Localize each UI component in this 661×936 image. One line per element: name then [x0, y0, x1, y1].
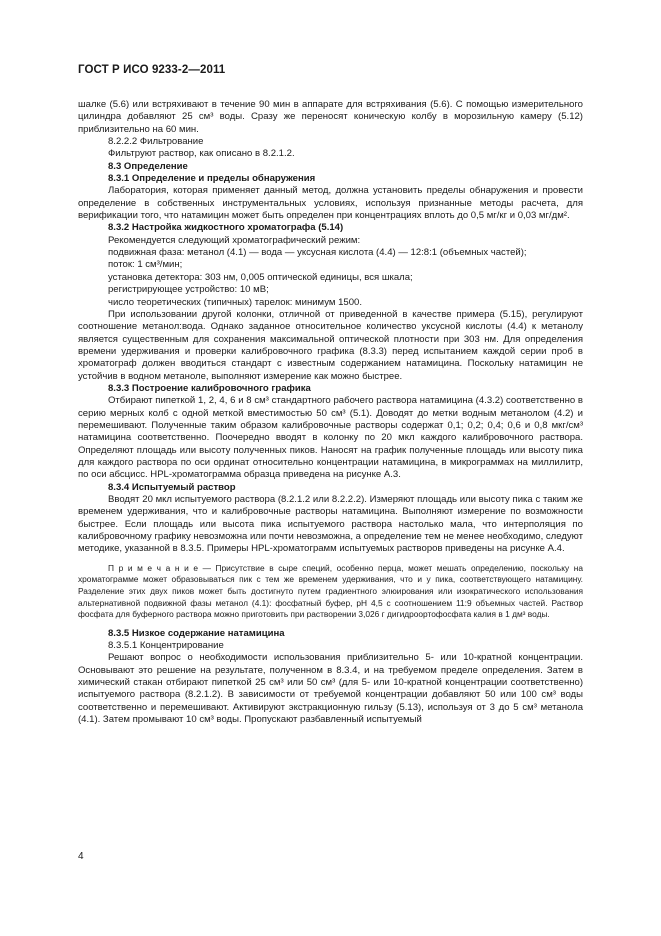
section-heading-8-3-4: 8.3.4 Испытуемый раствор — [108, 481, 236, 493]
paragraph: Фильтруют раствор, как описано в 8.2.1.2. — [108, 148, 295, 160]
document-body — [78, 99, 583, 726]
section-heading-8-3: 8.3 Определение — [108, 160, 188, 172]
section-heading-8-3-3: 8.3.3 Построение калибровочного графика — [108, 382, 311, 394]
list-item: установка детектора: 303 нм, 0,005 оптической единицы, вся шкала; — [108, 271, 413, 283]
page-number: 4 — [78, 851, 84, 862]
paragraph: Отбирают пипеткой 1, 2, 4, 6 и 8 см³ стандартного рабочего раствора натамицина (4.3.2) соответственно в серию мерных колб с одной меткой вместимостью 50 см³ (5.1). Доводят до метки водным метанолом (4.2) и перемешивают. Полученные таким образом калибровочные растворы содержат 0,1; 0,2; 0,4; 0,6 и 0,8 мкг/см³ натамицина соответственно. Поочередно вводят в колонку по 20 мкл каждого калибровочного раствора. Определяют площадь или высоту полученных пиков. Наносят на график полученные площадь или высоту пика для каждого раствора по оси ординат относительно концентрации натамицина, в микрограммах на миллилитр, по оси абсцисс. HPL-хроматограмма образца приведена на рисунке А.3. — [78, 395, 583, 481]
section-heading-8-3-5-1: 8.3.5.1 Концентрирование — [108, 640, 224, 652]
document-header: ГОСТ Р ИСО 9233-2—2011 — [78, 64, 226, 76]
section-heading-8-3-2: 8.3.2 Настройка жидкостного хроматографа (5.14) — [108, 222, 344, 234]
paragraph: Лаборатория, которая применяет данный метод, должна установить пределы обнаружения и провести определение в собственных инструментальных условиях, используя признанные методы расчета, для верификации того, что натамицин может быть определен при концентрациях вплоть до 0,5 мг/кг и 0,03 мг/дм². — [78, 185, 583, 222]
paragraph: шалке (5.6) или встряхивают в течение 90 мин в аппарате для встряхивания (5.6). С помощью измерительного цилиндра добавляют 25 см³ воды. Сразу же переносят коническую колбу в морозильную камеру (5.12) приблизительно на 60 мин. — [78, 99, 583, 135]
paragraph: При использовании другой колонки, отличной от приведенной в качестве примера (5.15), регулируют соотношение метанол:вода. Однако заданное относительное количество уксусной кислоты (4.4) к метанолу является существенным для сохранения максимальной оптической плотности при 303 нм. Для определения времени удерживания и проверки калибровочного графика (8.3.3) перед испытанием каждой серии проб в хроматограф должен вводиться стандарт с известным содержанием натамицина. Поскольку натамицин не устойчив в водном метаноле, выполняют измерение как можно быстрее. — [78, 308, 583, 382]
list-item: регистрирующее устройство: 10 мВ; — [108, 284, 269, 296]
paragraph: Рекомендуется следующий хроматографический режим: — [108, 234, 361, 246]
list-item: число теоретических (типичных) тарелок: минимум 1500. — [108, 296, 362, 308]
section-heading-8-3-1: 8.3.1 Определение и пределы обнаружения — [108, 173, 316, 185]
list-item: подвижная фаза: метанол (4.1) — вода — уксусная кислота (4.4) — 12:8:1 (объемных частей); — [108, 247, 527, 259]
list-item: поток: 1 см³/мин; — [108, 259, 183, 271]
note: П р и м е ч а н и е — Присутствие в сыре специй, особенно перца, может мешать определению, поскольку на хроматограмме может образовываться пик с тем же временем удерживания, что и у пика, соответствующего натамицину. Разделение этих двух пиков может быть достигнуто путем градиентного элюирования или изократического использования альтернативной подвижной фазы метанол (4.1): фосфатный буфер, рН 4,5 с соотношением 11:9 объемных частей. Раствор фосфата для буферного раствора можно приготовить при растворении 3,026 г дигидроортофосфата калия в 1 дм³ воды. — [78, 562, 583, 620]
section-heading-8-3-5: 8.3.5 Низкое содержание натамицина — [108, 627, 285, 639]
paragraph: Решают вопрос о необходимости использования приблизительно 5- или 10-кратной концентрации. Основывают это решение на результате, полученном в 8.3.4, и на требуемом пределе определения. Затем в химический стакан отбирают пипеткой 25 см³ или 50 см³ (для 5- или 10-кратной концентрации соответственно) испытуемого раствора (8.2.1.2). В зависимости от требуемой концентрации добавляют 50 или 100 см³ воды соответственно и перемешивают. Активируют экстракционную гильзу (5.13), используя от 3 до 5 см³ метанола (4.1). Затем промывают 10 см³ воды. Пропускают разбавленный испытуемый — [78, 652, 583, 726]
paragraph: Вводят 20 мкл испытуемого раствора (8.2.1.2 или 8.2.2.2). Измеряют площадь или высоту пика с таким же временем удерживания, что и калибровочные растворы натамицина. Выполняют измерение по возможности быстрее. Если площадь или высота пика испытуемого раствора настолько мала, что интерполяция по калибровочному графику невозможна или почти невозможна, а определение тем не менее необходимо, следуют методике, указанной в 8.3.5. Примеры HPL-хроматограмм испытуемых растворов приведены на рисунке А.4. — [78, 494, 583, 555]
section-heading-8-2-2-2: 8.2.2.2 Фильтрование — [108, 136, 204, 148]
